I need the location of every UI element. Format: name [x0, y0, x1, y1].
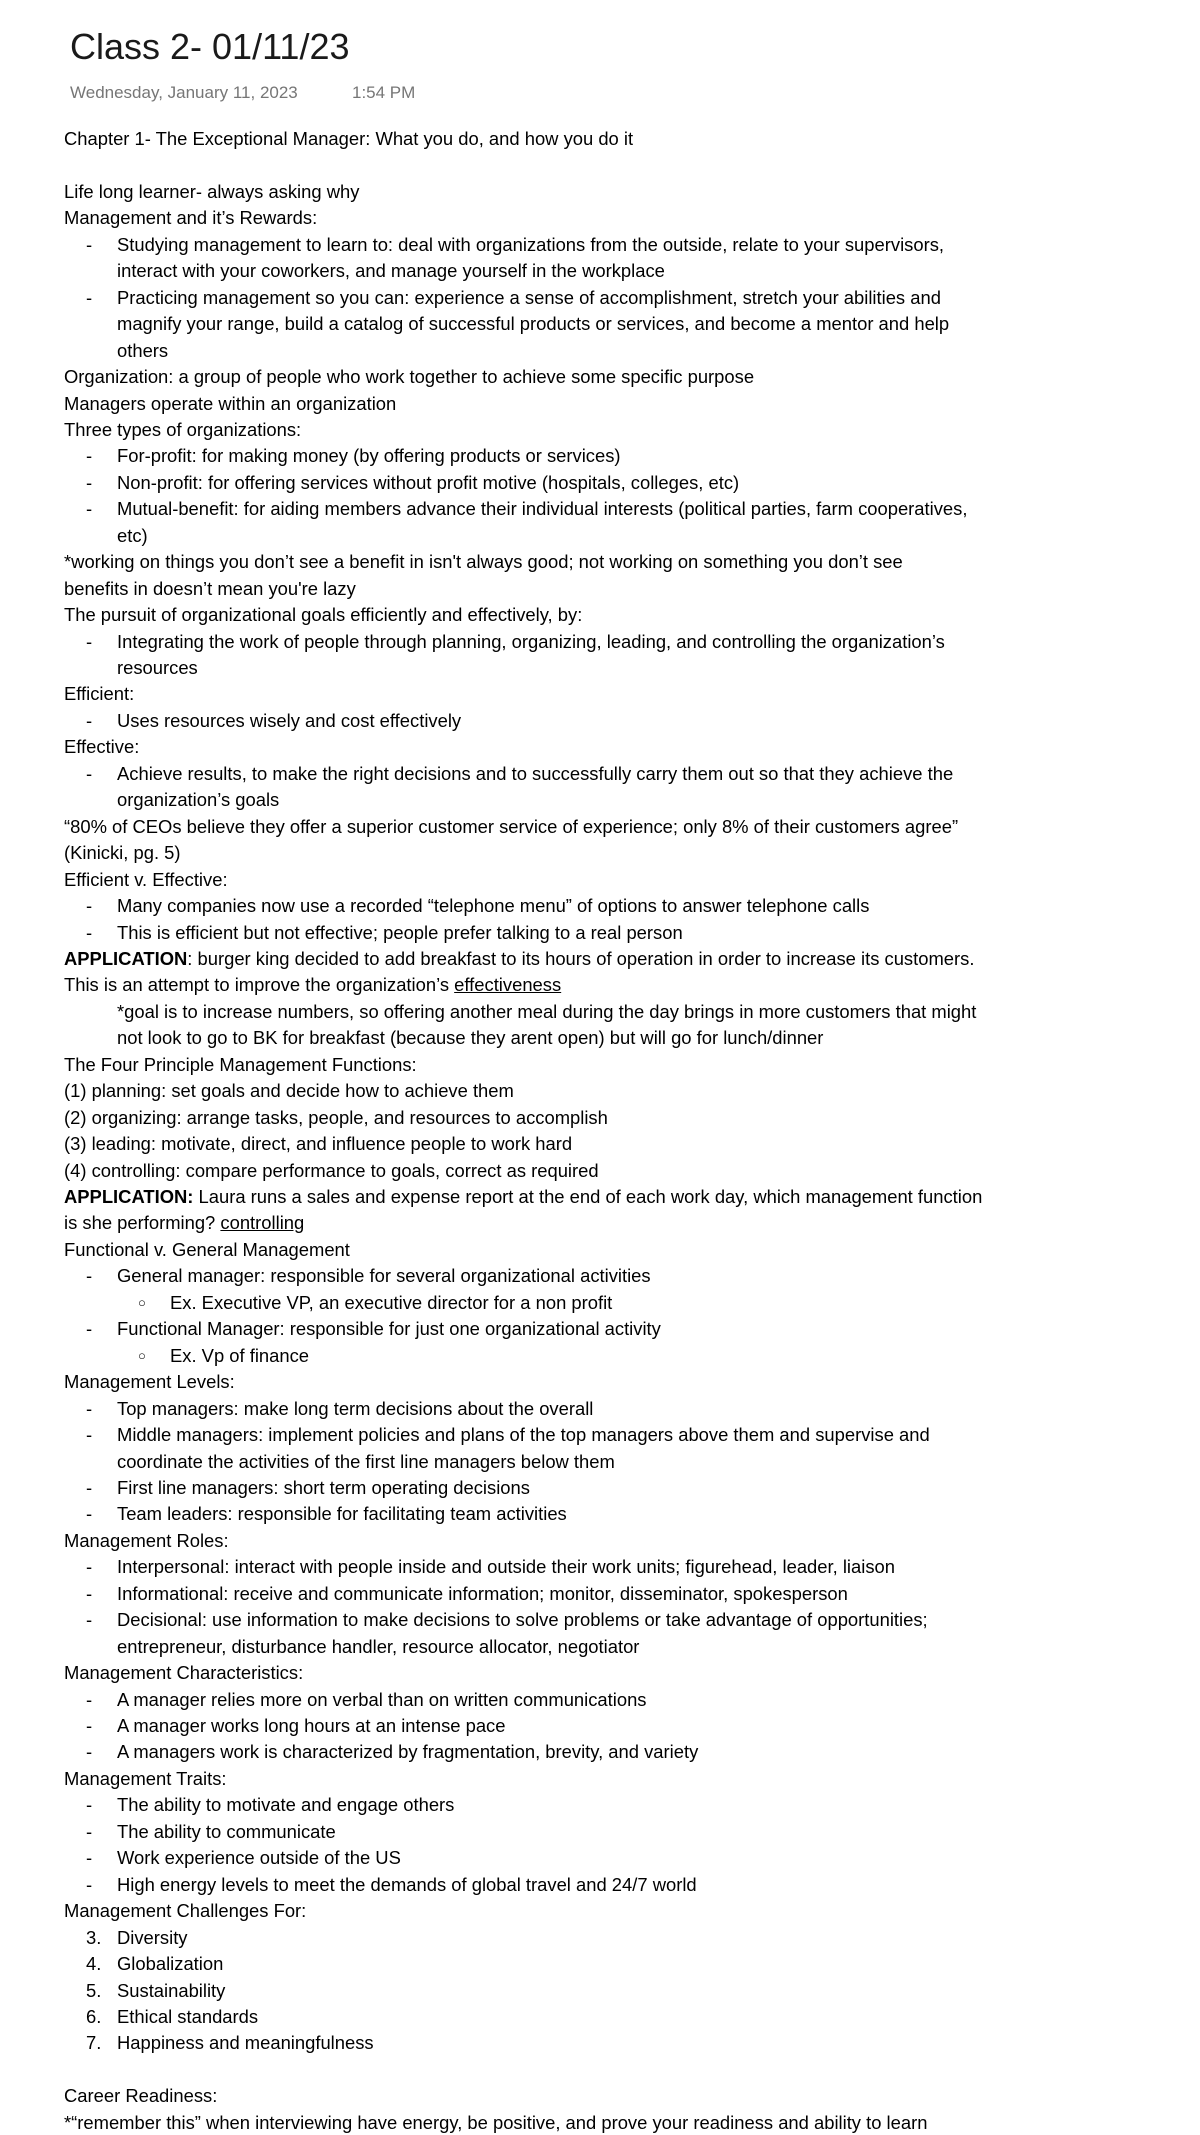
note-line[interactable] [117, 1502, 567, 1526]
dash-bullet-icon: - [86, 1265, 93, 1287]
dash-bullet-icon: - [86, 1397, 93, 1419]
note-line[interactable] [117, 788, 279, 812]
note-line[interactable] [117, 762, 953, 786]
note-line[interactable] [117, 233, 944, 257]
note-line-text: Middle managers: implement policies and plans of the top managers above them and supervise and [117, 1424, 930, 1446]
dash-bullet-icon: - [86, 1582, 93, 1604]
note-line[interactable] [117, 2031, 374, 2055]
note-line[interactable] [64, 868, 228, 892]
list-number: 5. [86, 1979, 102, 2001]
note-line[interactable] [117, 497, 967, 521]
dash-bullet-icon: - [86, 921, 93, 943]
list-number: 3. [86, 1926, 102, 1948]
note-line-text: General manager: responsible for several organizational activities [117, 1265, 651, 1287]
note-line-text: Mutual-benefit: for aiding members advance their individual interests (political parties, farm cooperatives, [117, 498, 968, 520]
dash-bullet-icon: - [86, 445, 93, 467]
note-line-text: Studying management to learn to: deal with organizations from the outside, relate to your supervisors, [117, 233, 945, 255]
note-line-text: This is efficient but not effective; people prefer talking to a real person [117, 921, 683, 943]
note-line-text: First line managers: short term operating decisions [117, 1476, 530, 1498]
note-line[interactable] [117, 1820, 336, 1844]
note-line[interactable] [64, 180, 359, 204]
note-line-text: “80% of CEOs believe they offer a superior customer service of experience; only 8% of their customers agree” [64, 815, 959, 837]
application-label: APPLICATION [64, 947, 188, 969]
note-line-text: The ability to motivate and engage others [117, 1794, 455, 1816]
note-line-text: resources [117, 657, 198, 678]
note-line[interactable] [117, 1714, 505, 1738]
note-line[interactable] [117, 1873, 697, 1897]
note-line-text: : burger king decided to add breakfast to its hours of operation in order to increase its customers. [187, 947, 975, 969]
note-line-text: magnify your range, build a catalog of successful products or services, and become a mentor and help [117, 313, 950, 335]
note-line-text: Management Challenges For: [64, 1900, 307, 1922]
note-line[interactable] [64, 947, 974, 971]
note-line-text: Sustainability [117, 1979, 226, 2001]
note-line[interactable] [64, 973, 561, 997]
note-line[interactable] [117, 1846, 401, 1870]
dash-bullet-icon: - [86, 1688, 93, 1710]
note-line[interactable] [117, 1317, 661, 1341]
note-line[interactable] [117, 2005, 258, 2029]
note-line[interactable] [117, 1000, 976, 1024]
note-line[interactable] [117, 1026, 823, 1050]
note-line[interactable] [64, 1079, 514, 1103]
note-line-text: *goal is to increase numbers, so offering another meal during the day brings in more customers that might [117, 1000, 977, 1022]
note-line[interactable] [117, 1793, 454, 1817]
note-line-text: Management Levels: [64, 1371, 235, 1393]
note-line-text: Functional v. General Management [64, 1238, 350, 1260]
note-line[interactable] [64, 815, 958, 839]
note-line-text: Efficient: [64, 683, 135, 705]
note-line-text: (4) controlling: compare performance to goals, correct as required [64, 1159, 599, 1181]
note-line-text: Integrating the work of people through planning, organizing, leading, and controlling the organization’s [117, 630, 945, 652]
dash-bullet-icon: - [86, 1503, 93, 1525]
note-line-text: Non-profit: for offering services without profit motive (hospitals, colleges, etc) [117, 471, 740, 493]
note-line-text: Decisional: use information to make decisions to solve problems or take advantage of opportunities; [117, 1609, 928, 1631]
note-line[interactable] [64, 1899, 306, 1923]
note-line-text: Management and it’s Rewards: [64, 207, 318, 229]
note-line-text: Laura runs a sales and expense report at the end of each work day, which management function [193, 1186, 983, 1207]
note-line[interactable] [64, 365, 754, 389]
note-line-text: Career Readiness: [64, 2085, 218, 2107]
note-line-text: Work experience outside of the US [117, 1847, 401, 1869]
note-line-text: A managers work is characterized by fragmentation, brevity, and variety [117, 1741, 699, 1763]
note-line[interactable] [64, 392, 396, 416]
note-line[interactable] [117, 1582, 848, 1606]
note-line[interactable] [117, 1450, 615, 1474]
note-line-text: Practicing management so you can: experience a sense of accomplishment, stretch your abilities and [117, 286, 941, 308]
note-line[interactable] [117, 894, 869, 918]
note-line[interactable] [64, 1053, 417, 1077]
note-line-text: Management Characteristics: [64, 1662, 304, 1684]
note-line[interactable] [64, 1529, 229, 1553]
note-line[interactable] [64, 1238, 350, 1262]
dash-bullet-icon: - [86, 1820, 93, 1842]
note-line-text: (2) organizing: arrange tasks, people, and resources to accomplish [64, 1106, 608, 1128]
note-line[interactable] [170, 1344, 309, 1368]
note-line-text: Efficient v. Effective: [64, 868, 228, 890]
note-line-text: coordinate the activities of the first line managers below them [117, 1450, 615, 1472]
note-line[interactable] [64, 550, 903, 574]
note-line[interactable] [117, 1740, 698, 1764]
dash-bullet-icon: - [86, 630, 93, 652]
note-line-text: Management Roles: [64, 1529, 229, 1551]
note-line[interactable] [64, 1132, 572, 1156]
dash-bullet-icon: - [86, 1476, 93, 1498]
note-line-text: Three types of organizations: [64, 418, 302, 440]
note-line[interactable] [64, 841, 181, 865]
note-line[interactable] [117, 1608, 928, 1632]
dash-bullet-icon: - [86, 1715, 93, 1736]
note-line-text: Managers operate within an organization [64, 392, 397, 414]
note-line-text: Many companies now use a recorded “telephone menu” of options to answer telephone calls [117, 895, 870, 917]
note-line-text: This is an attempt to improve the organization’s [64, 974, 455, 996]
note-line[interactable] [117, 1926, 188, 1950]
note-line-text: Management Traits: [64, 1767, 227, 1789]
note-line[interactable] [117, 656, 198, 680]
note-line-text: interact with your coworkers, and manage yourself in the workplace [117, 260, 665, 282]
note-line[interactable] [117, 1688, 647, 1712]
note-line-text: entrepreneur, disturbance handler, resource allocator, negotiator [117, 1635, 640, 1657]
note-line-text: Top managers: make long term decisions about the overall [117, 1397, 594, 1419]
note-line[interactable] [117, 1476, 530, 1500]
note-line-text: not look to go to BK for breakfast (because they arent open) but will go for lunch/dinner [117, 1027, 824, 1049]
note-line-text: The ability to communicate [117, 1820, 336, 1842]
note-line-text: Effective: [64, 736, 140, 758]
note-line[interactable] [64, 682, 134, 706]
note-line[interactable] [117, 921, 683, 945]
note-line[interactable] [64, 1767, 227, 1791]
note-line[interactable] [64, 603, 582, 627]
note-line[interactable] [117, 444, 621, 468]
circle-bullet-icon: ○ [138, 1294, 146, 1310]
note-line[interactable] [117, 1979, 225, 2003]
note-line[interactable] [117, 1952, 223, 1976]
note-line-text: *“remember this” when interviewing have energy, be positive, and prove your readiness and ability to learn [64, 2111, 928, 2133]
dash-bullet-icon: - [86, 1318, 93, 1340]
dash-bullet-icon: - [86, 762, 93, 784]
note-line-text: Uses resources wisely and cost effectively [117, 709, 462, 731]
note-line[interactable] [64, 1106, 608, 1130]
dash-bullet-icon: - [86, 1873, 93, 1895]
note-line-text: Ex. Executive VP, an executive director for a non profit [170, 1291, 613, 1313]
note-line[interactable] [117, 1397, 593, 1421]
note-line-text: A manager relies more on verbal than on written communications [117, 1688, 647, 1710]
note-line-text: (Kinicki, pg. 5) [64, 842, 181, 864]
circle-bullet-icon: ○ [138, 1347, 146, 1363]
dash-bullet-icon: - [86, 1847, 93, 1869]
note-line[interactable] [117, 312, 949, 336]
dash-bullet-icon: - [86, 1741, 93, 1763]
note-line-text: Chapter 1- The Exceptional Manager: What you do, and how you do it [64, 128, 634, 149]
note-line-text: *working on things you don’t see a benefit in isn't always good; not working on something you don’t see [64, 551, 903, 573]
note-line[interactable] [117, 286, 941, 310]
note-line-text: (3) leading: motivate, direct, and influence people to work hard [64, 1133, 573, 1155]
note-line-text: Functional Manager: responsible for just one organizational activity [117, 1318, 661, 1340]
dash-bullet-icon: - [86, 233, 93, 255]
note-line-text: Globalization [117, 1953, 224, 1975]
list-number: 7. [86, 2032, 102, 2054]
list-number: 4. [86, 1953, 102, 1975]
dash-bullet-icon: - [86, 498, 93, 520]
dash-bullet-icon: - [86, 1556, 93, 1578]
dash-bullet-icon: - [86, 286, 93, 308]
note-line-text: For-profit: for making money (by offering products or services) [117, 445, 621, 467]
note-line-text: others [117, 339, 169, 361]
note-line-text: benefits in doesn’t mean you're lazy [64, 577, 356, 599]
note-line-text: A manager works long hours at an intense pace [117, 1715, 506, 1736]
note-line[interactable] [64, 418, 301, 442]
note-line[interactable] [64, 1211, 304, 1235]
note-line[interactable] [64, 1661, 303, 1685]
note-line[interactable] [64, 206, 317, 230]
note-line[interactable] [117, 1635, 639, 1659]
note-line[interactable] [64, 2084, 217, 2108]
dash-bullet-icon: - [86, 1794, 93, 1816]
note-line-text: Interpersonal: interact with people inside and outside their work units; figurehead, leader, liaison [117, 1556, 895, 1578]
dash-bullet-icon: - [86, 709, 93, 731]
note-line[interactable] [64, 735, 139, 759]
note-line-text: organization’s goals [117, 789, 280, 811]
note-line[interactable] [117, 339, 168, 363]
list-number: 6. [86, 2005, 102, 2027]
note-line-text: The Four Principle Management Functions: [64, 1053, 417, 1075]
note-line[interactable] [117, 1423, 930, 1447]
note-line-text: Life long learner- always asking why [64, 180, 360, 202]
dash-bullet-icon: - [86, 1424, 93, 1446]
note-line-text: is she performing? [64, 1212, 221, 1234]
application-label: APPLICATION: [64, 1186, 194, 1207]
note-line-text: Happiness and meaningfulness [117, 2032, 374, 2054]
note-line-text: The pursuit of organizational goals efficiently and effectively, by: [64, 604, 583, 626]
note-line[interactable] [64, 2111, 927, 2135]
note-line[interactable] [117, 1555, 895, 1579]
note-line[interactable] [64, 127, 633, 151]
note-line[interactable] [64, 1370, 235, 1394]
underlined-answer: controlling [220, 1212, 305, 1234]
underlined-answer: effectiveness [454, 974, 562, 996]
note-line-text: Team leaders: responsible for facilitating team activities [117, 1503, 567, 1525]
note-line[interactable] [64, 1159, 599, 1183]
note-line[interactable] [117, 524, 148, 548]
note-line-text: Diversity [117, 1926, 188, 1948]
note-line-text: Ex. Vp of finance [170, 1344, 310, 1366]
dash-bullet-icon: - [86, 1609, 93, 1631]
note-line[interactable] [117, 630, 945, 654]
note-line[interactable] [117, 709, 461, 733]
note-line[interactable] [64, 577, 356, 601]
note-line-text: High energy levels to meet the demands of global travel and 24/7 world [117, 1873, 697, 1895]
page-date: Wednesday, January 11, 2023 [70, 83, 298, 102]
page-time: 1:54 PM [352, 83, 416, 102]
note-line[interactable] [64, 1185, 982, 1209]
note-line-text: Organization: a group of people who work together to achieve some specific purpose [64, 366, 755, 388]
note-line[interactable] [170, 1291, 612, 1315]
note-line-text: Ethical standards [117, 2005, 259, 2027]
note-line[interactable] [117, 471, 739, 495]
dash-bullet-icon: - [86, 895, 93, 917]
note-line-text: Informational: receive and communicate information; monitor, disseminator, spokesperson [117, 1582, 848, 1604]
page-title[interactable]: Class 2- 01/11/23 [70, 26, 350, 67]
note-line-text: etc) [117, 524, 148, 546]
note-line-text: (1) planning: set goals and decide how to achieve them [64, 1080, 514, 1102]
note-line[interactable] [117, 259, 665, 283]
note-line-text: Achieve results, to make the right decisions and to successfully carry them out so that they achieve the [117, 762, 954, 784]
note-line[interactable] [117, 1264, 651, 1288]
dash-bullet-icon: - [86, 471, 93, 493]
